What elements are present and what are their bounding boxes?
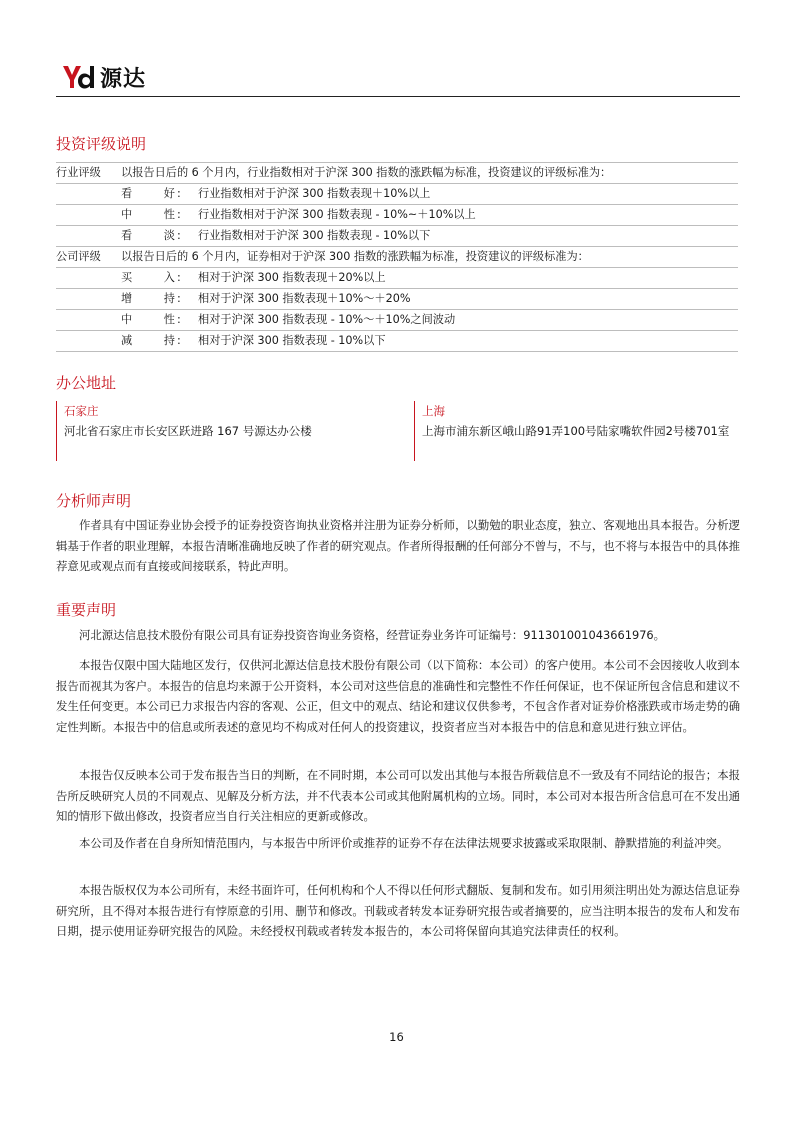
rating-row: [56, 331, 738, 352]
rating-colon: :: [177, 313, 181, 326]
rating-row: [56, 226, 738, 247]
disclaimer-paragraph: 本公司及作者在自身所知情范围内，与本报告中所评价或推荐的证券不存在法律法规要求披露或采取限制、静默措施的利益冲突。: [79, 836, 729, 850]
disclaimer-paragraph: 本报告仅反映本公司于发布报告当日的判断，在不同时期，本公司可以发出其他与本报告所载信息不一致及有不同结论的报告；本报告所反映研究人员的不同观点、见解及分析方法，并不代表本公司或其他附属机构的立场。同时，本公司对本报告所含信息可在不发出通知的情形下做出修改，投资者应当自行关注相应的更新或修改。: [56, 768, 740, 823]
office-address: 河北省石家庄市长安区跃进路 167 号源达办公楼: [64, 424, 312, 438]
logo-wordmark: 源达: [100, 66, 147, 92]
rating-desc: 行业指数相对于沪深 300 指数表现 - 10%以下: [198, 229, 431, 242]
rating-label: 增持: [121, 292, 175, 305]
rating-label: 看淡: [121, 229, 175, 242]
rating-category: 行业评级: [56, 166, 101, 179]
office-shijiazhuang: [56, 401, 404, 461]
rating-label: 看好: [121, 187, 175, 200]
page-number: 16: [389, 1030, 404, 1044]
rating-colon: :: [177, 187, 181, 200]
rating-row: [56, 205, 738, 226]
rating-label: 中性: [121, 313, 175, 326]
rating-desc: 相对于沪深 300 指数表现 - 10%以下: [198, 334, 386, 347]
rating-row-company-intro: [56, 247, 738, 268]
rating-table: [56, 162, 738, 352]
rating-label: 中性: [121, 208, 175, 221]
rating-row-industry-intro: [56, 162, 738, 184]
rating-desc: 行业指数相对于沪深 300 指数表现＋10%以上: [198, 187, 431, 200]
rating-colon: :: [177, 334, 181, 347]
office-address: 上海市浦东新区峨山路91弄100号陆家嘴软件园2号楼701室: [422, 424, 730, 438]
rating-desc: 相对于沪深 300 指数表现 - 10%～＋10%之间波动: [198, 313, 456, 326]
rating-label: 买入: [121, 271, 175, 284]
rating-row: [56, 184, 738, 205]
office-city: 上海: [422, 404, 445, 418]
rating-colon: :: [177, 271, 181, 284]
analyst-section-title: 分析师声明: [56, 492, 132, 510]
disclaimer-section-title: 重要声明: [56, 601, 117, 619]
office-city: 石家庄: [64, 404, 99, 418]
rating-intro: 以报告日后的 6 个月内，行业指数相对于沪深 300 指数的涨跌幅为标准，投资建议的评级标准为：: [121, 166, 612, 179]
rating-label: 减持: [121, 334, 175, 347]
rating-desc: 行业指数相对于沪深 300 指数表现 - 10%~＋10%以上: [198, 208, 476, 221]
office-shanghai: [414, 401, 742, 461]
disclaimer-paragraph: 本报告仅限中国大陆地区发行，仅供河北源达信息技术股份有限公司（以下简称：本公司）的客户使用。本公司不会因接收人收到本报告而视其为客户。本报告的信息均来源于公开资料，本公司对这些信息的准确性和完整性不作任何保证，也不保证所包含信息和建议不发生任何变更。本公司已力求报告内容的客观、公正，但文中的观点、结论和建议仅供参考，不包含作者对证券价格涨跌或市场走势的确定性判断。本报告中的信息或所表述的意见均不构成对任何人的投资建议，投资者应当对本报告中的信息和意见进行独立评估。: [56, 658, 740, 734]
rating-colon: :: [177, 292, 181, 305]
rating-row: [56, 289, 738, 310]
rating-colon: :: [177, 229, 181, 242]
yd-logo-mark: [62, 64, 96, 90]
rating-section-title: 投资评级说明: [56, 135, 147, 153]
analyst-statement: 作者具有中国证券业协会授予的证券投资咨询执业资格并注册为证券分析师，以勤勉的职业态度，独立、客观地出具本报告。分析逻辑基于作者的职业理解，本报告清晰准确地反映了作者的研究观点。作者所得报酬的任何部分不曾与，不与，也不将与本报告中的具体推荐意见或观点而有直接或间接联系，特此声明。: [56, 518, 740, 573]
rating-desc: 相对于沪深 300 指数表现＋10%～＋20%: [198, 292, 411, 305]
rating-desc: 相对于沪深 300 指数表现＋20%以上: [198, 271, 386, 284]
rating-category: 公司评级: [56, 250, 101, 263]
disclaimer-paragraph: 本报告版权仅为本公司所有，未经书面许可，任何机构和个人不得以任何形式翻版、复制和发布。如引用须注明出处为源达信息证券研究所，且不得对本报告进行有悖原意的引用、删节和修改。刊载或者转发本证券研究报告或者摘要的，应当注明本报告的发布人和发布日期，提示使用证券研究报告的风险。未经授权刊载或者转发本报告的，本公司将保留向其追究法律责任的权利。: [56, 883, 740, 938]
office-section-title: 办公地址: [56, 374, 117, 392]
company-logo: [62, 62, 146, 92]
rating-row: [56, 268, 738, 289]
rating-intro: 以报告日后的 6 个月内，证券相对于沪深 300 指数的涨跌幅为标准，投资建议的评级标准为：: [121, 250, 589, 263]
rating-row: [56, 310, 738, 331]
disclaimer-paragraph: 河北源达信息技术股份有限公司具有证券投资咨询业务资格，经营证券业务许可证编号：911301001043661976。: [79, 628, 666, 642]
rating-colon: :: [177, 208, 181, 221]
header-divider: [56, 96, 740, 97]
